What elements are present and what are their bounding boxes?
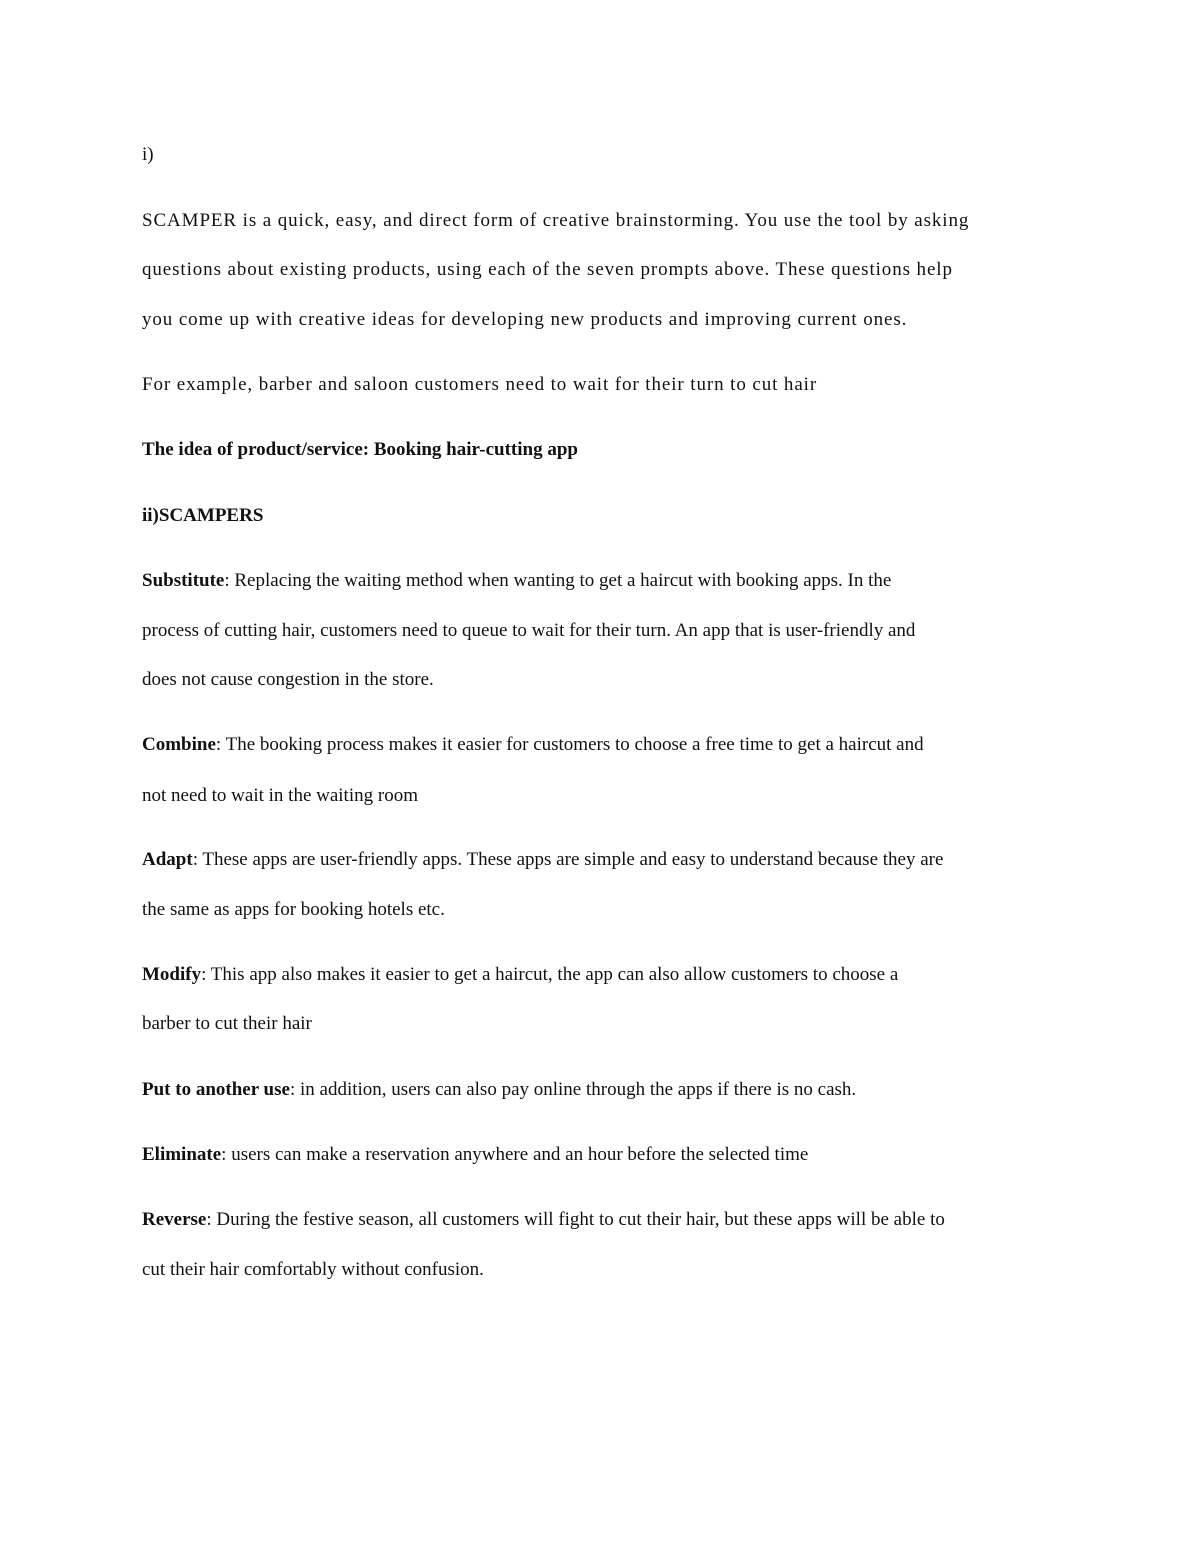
reverse-line-2: cut their hair comfortably without confusion. bbox=[142, 1259, 484, 1280]
eliminate-term: Eliminate bbox=[142, 1144, 222, 1165]
scamper-intro-line-1: SCAMPER is a quick, easy, and direct form of creative brainstorming. You use the tool by asking bbox=[142, 210, 970, 231]
reverse-text-1: : During the festive season, all customers will fight to cut their hair, but these apps will be able to bbox=[206, 1209, 945, 1230]
section-label-i: i) bbox=[142, 144, 154, 165]
scamper-intro-line-3: you come up with creative ideas for developing new products and improving current ones. bbox=[142, 309, 908, 330]
adapt-text-1: : These apps are user-friendly apps. These apps are simple and easy to understand because they are bbox=[192, 849, 944, 870]
idea-heading: The idea of product/service: Booking hair-cutting app bbox=[142, 439, 578, 460]
modify-line-2: barber to cut their hair bbox=[142, 1013, 312, 1034]
eliminate-text-1: : users can make a reservation anywhere and an hour before the selected time bbox=[221, 1144, 809, 1165]
modify-text-1: : This app also makes it easier to get a haircut, the app can also allow customers to choose a bbox=[201, 964, 899, 985]
scampers-heading: ii)SCAMPERS bbox=[142, 505, 264, 526]
scamper-intro-line-2: questions about existing products, using each of the seven prompts above. These questions help bbox=[142, 259, 953, 280]
substitute-line-1 bbox=[142, 569, 891, 593]
modify-term: Modify bbox=[142, 964, 202, 985]
eliminate-line-1 bbox=[142, 1143, 808, 1167]
example-paragraph: For example, barber and saloon customers need to wait for their turn to cut hair bbox=[142, 374, 818, 395]
substitute-line-3: does not cause congestion in the store. bbox=[142, 669, 434, 690]
modify-line-1 bbox=[142, 963, 898, 987]
combine-line-1 bbox=[142, 733, 924, 757]
substitute-text-1: : Replacing the waiting method when wanting to get a haircut with booking apps. In the bbox=[224, 570, 892, 591]
reverse-term: Reverse bbox=[142, 1209, 207, 1230]
adapt-term: Adapt bbox=[142, 849, 193, 870]
combine-term: Combine bbox=[142, 734, 216, 755]
substitute-term: Substitute bbox=[142, 570, 225, 591]
reverse-line-1 bbox=[142, 1208, 945, 1232]
adapt-line-2: the same as apps for booking hotels etc. bbox=[142, 899, 445, 920]
substitute-line-2: process of cutting hair, customers need to queue to wait for their turn. An app that is user-friendly and bbox=[142, 620, 916, 641]
put-to-another-use-term: Put to another use bbox=[142, 1079, 290, 1100]
adapt-line-1 bbox=[142, 848, 943, 872]
put-to-another-use-text-1: : in addition, users can also pay online through the apps if there is no cash. bbox=[289, 1079, 857, 1100]
put-to-another-use-line-1 bbox=[142, 1078, 856, 1102]
combine-line-2: not need to wait in the waiting room bbox=[142, 785, 418, 806]
combine-text-1: : The booking process makes it easier for customers to choose a free time to get a haircut and bbox=[215, 734, 924, 755]
